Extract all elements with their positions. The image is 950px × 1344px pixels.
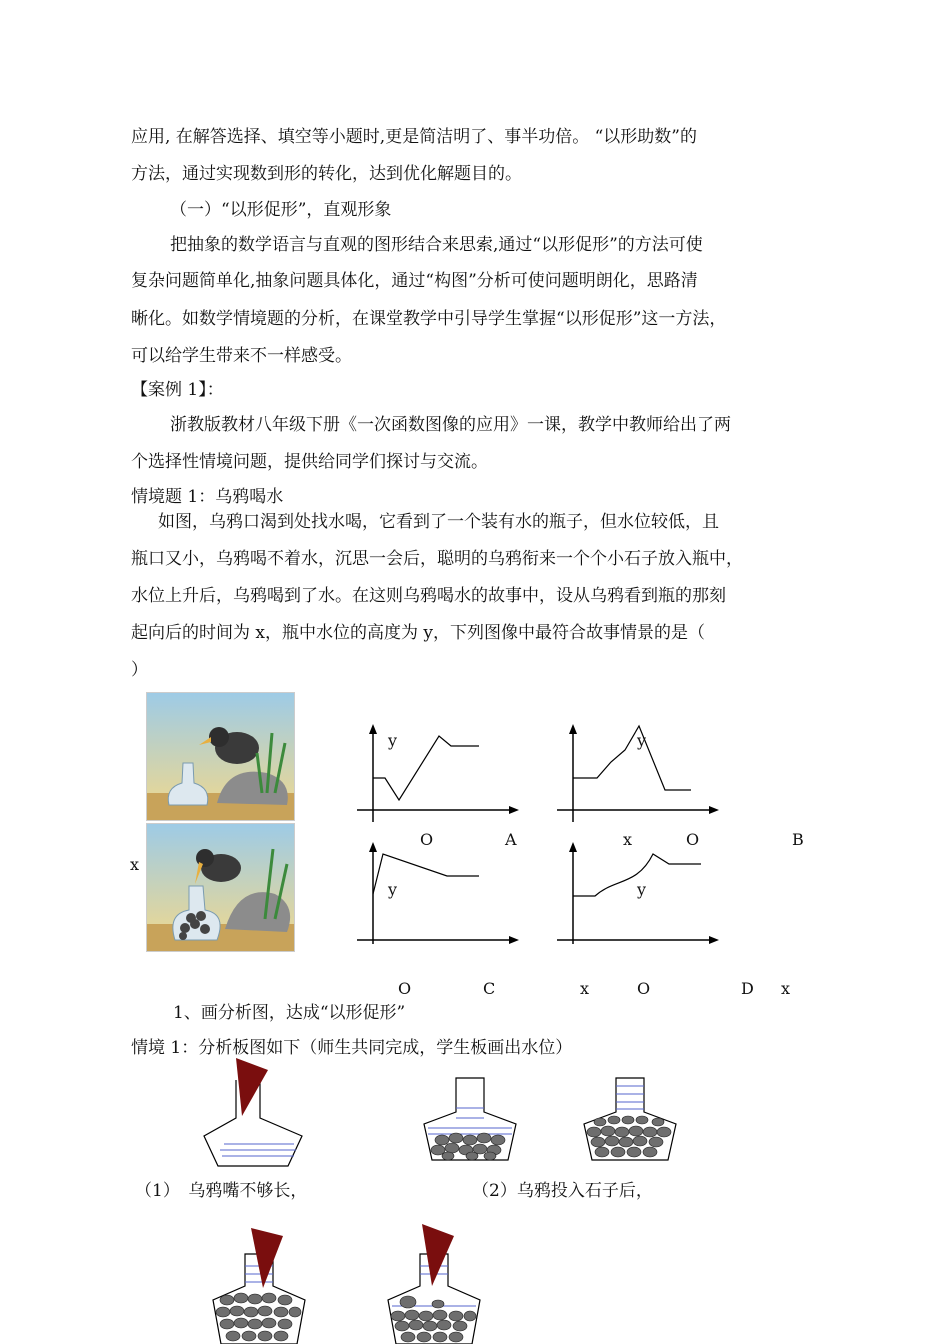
bottle-diagram-3 bbox=[580, 1076, 680, 1166]
text-line-5: 复杂问题简单化,抽象问题具体化，通过“构图”分析可使问题明朗化，思路清 bbox=[131, 271, 698, 291]
section-heading: （一）“以形促形”，直观形象 bbox=[170, 200, 392, 220]
case-heading: 【案例 1】： bbox=[131, 380, 224, 400]
text-line-13: 瓶口又小，乌鸦喝不着水，沉思一会后，聪明的乌鸦衔来一个个小石子放入瓶中， bbox=[131, 549, 743, 569]
text-line-4: 把抽象的数学语言与直观的图形结合来思索,通过“以形促形”的方法可使 bbox=[170, 235, 703, 255]
graph-b-y-label: y bbox=[637, 731, 647, 750]
graph-a bbox=[355, 722, 525, 832]
text-line-9: 浙教版教材八年级下册《一次函数图像的应用》一课，教学中教师给出了两 bbox=[170, 415, 731, 435]
option-d-label: D bbox=[741, 979, 754, 998]
graph-b-curve bbox=[573, 726, 691, 790]
bottle-diagram-4 bbox=[205, 1220, 315, 1344]
graph-a-origin-label: O bbox=[420, 830, 434, 849]
graph-c-origin-label: O bbox=[398, 979, 412, 998]
graph-d-x-label: x bbox=[781, 979, 791, 998]
text-line-1: 应用, 在解答选择、填空等小题时,更是简洁明了、事半功倍。 “以形助数”的 bbox=[131, 127, 697, 147]
x-axis-arrow-icon bbox=[709, 936, 719, 944]
x-axis-arrow-icon bbox=[509, 806, 519, 814]
caption-1: （1） 乌鸦嘴不够长， bbox=[135, 1181, 308, 1201]
y-axis-arrow-icon bbox=[569, 724, 577, 734]
graph-a-y-label: y bbox=[388, 731, 398, 750]
graph-c-y-label: y bbox=[388, 880, 398, 899]
x-axis-arrow-icon bbox=[709, 806, 719, 814]
y-axis-arrow-icon bbox=[369, 724, 377, 734]
text-line-12: 如图，乌鸦口渴到处找水喝，它看到了一个装有水的瓶子，但水位较低，且 bbox=[158, 512, 719, 532]
text-line-10: 个选择性情境问题，提供给同学们探讨与交流。 bbox=[131, 452, 488, 472]
graph-d-origin-label: O bbox=[637, 979, 651, 998]
bottle-diagram-1 bbox=[198, 1058, 308, 1168]
text-line-15: 起向后的时间为 x，瓶中水位的高度为 y，下列图像中最符合故事情景的是（ bbox=[131, 623, 705, 643]
option-b-label: B bbox=[792, 830, 804, 849]
y-axis-arrow-icon bbox=[569, 842, 577, 852]
graph-b-origin-label: O bbox=[686, 830, 700, 849]
bottle-diagram-2 bbox=[420, 1076, 520, 1166]
x-axis-arrow-icon bbox=[509, 936, 519, 944]
scene-1-heading: 情境 1：分析板图如下（师生共同完成，学生板画出水位） bbox=[131, 1038, 573, 1058]
text-line-14: 水位上升后，乌鸦喝到了水。在这则乌鸦喝水的故事中，设从乌鸦看到瓶的那刻 bbox=[131, 586, 726, 606]
caption-2: （2）乌鸦投入石子后， bbox=[472, 1181, 653, 1201]
crow-picture-1 bbox=[146, 692, 295, 821]
text-line-16: ） bbox=[131, 660, 148, 680]
analysis-heading: 1、画分析图，达成“以形促形” bbox=[173, 1003, 406, 1023]
option-a-label: A bbox=[505, 830, 517, 849]
scenario-title: 情境题 1：乌鸦喝水 bbox=[131, 487, 284, 507]
bottle-diagram-5 bbox=[380, 1220, 490, 1344]
option-c-label: C bbox=[483, 979, 496, 998]
graph-b-x-label: x bbox=[130, 855, 140, 874]
graph-a-x-label: x bbox=[623, 830, 633, 849]
text-line-2: 方法，通过实现数到形的转化，达到优化解题目的。 bbox=[131, 164, 522, 184]
crow-picture-2 bbox=[146, 823, 295, 952]
text-line-7: 可以给学生带来不一样感受。 bbox=[131, 346, 352, 366]
graph-d-y-label: y bbox=[637, 880, 647, 899]
graph-c-x-label: x bbox=[580, 979, 590, 998]
y-axis-arrow-icon bbox=[369, 842, 377, 852]
graph-c bbox=[355, 840, 525, 950]
text-line-6: 晰化。如数学情境题的分析，在课堂教学中引导学生掌握“以形促形”这一方法， bbox=[131, 309, 727, 329]
